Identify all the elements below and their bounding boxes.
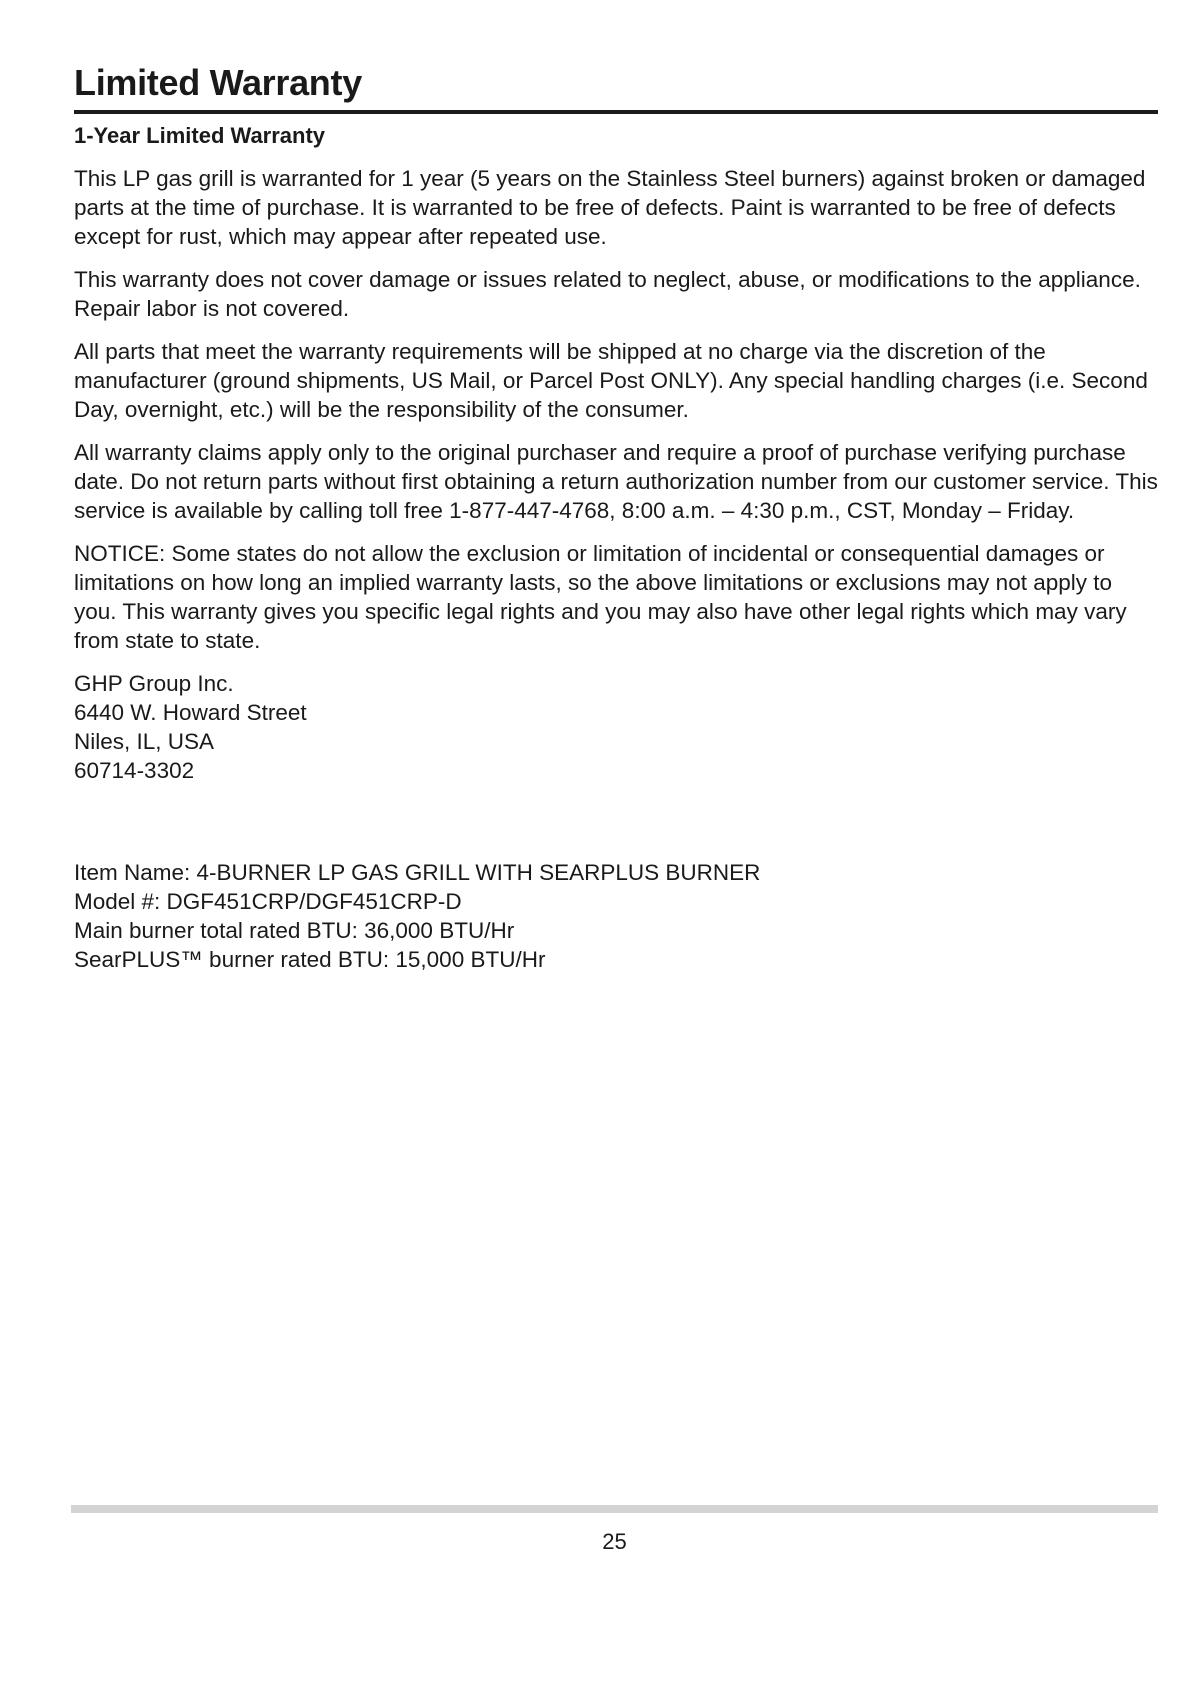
warranty-exclusions-paragraph: This warranty does not cover damage or issues related to neglect, abuse, or modifications to the appliance. Repair labor is not covered. xyxy=(74,267,1141,321)
address-street: 6440 W. Howard Street xyxy=(74,700,307,725)
legal-notice-paragraph: NOTICE: Some states do not allow the exclusion or limitation of incidental or consequential damages or limitations on how long an implied warranty lasts, so the above limitations or exclusions may not apply to you. This warranty gives you specific legal rights and you may also have other legal rights which may vary from state to state. xyxy=(74,541,1127,653)
company-name: GHP Group Inc. xyxy=(74,671,234,696)
item-name: Item Name: 4-BURNER LP GAS GRILL WITH SEARPLUS BURNER xyxy=(74,860,761,885)
company-address xyxy=(74,669,1158,785)
model-number: Model #: DGF451CRP/DGF451CRP-D xyxy=(74,889,462,914)
warranty-coverage-paragraph: This LP gas grill is warranted for 1 year (5 years on the Stainless Steel burners) against broken or damaged parts at the time of purchase. It is warranted to be free of defects. Paint is warranted to be free of defects except for rust, which may appear after repeated use. xyxy=(74,166,1146,249)
main-burner-btu: Main burner total rated BTU: 36,000 BTU/Hr xyxy=(74,918,515,943)
searplus-burner-btu: SearPLUS™ burner rated BTU: 15,000 BTU/Hr xyxy=(74,947,546,972)
parts-shipping-paragraph: All parts that meet the warranty requirements will be shipped at no charge via the discretion of the manufacturer (ground shipments, US Mail, or Parcel Post ONLY). Any special handling charges (i.e. Second Day, overnight, etc.) will be the responsibility of the consumer. xyxy=(74,339,1148,422)
title-divider xyxy=(74,110,1158,114)
page-title: Limited Warranty xyxy=(74,62,362,103)
footer-divider xyxy=(71,1505,1158,1513)
address-city: Niles, IL, USA xyxy=(74,729,215,754)
page-number: 25 xyxy=(602,1529,627,1554)
item-info-block xyxy=(74,858,1158,974)
warranty-claims-paragraph: All warranty claims apply only to the original purchaser and require a proof of purchase verifying purchase date. Do not return parts without first obtaining a return authorization number from our customer service. This service is available by calling toll free 1-877-447-4768, 8:00 a.m. – 4:30 p.m., CST, Monday – Friday. xyxy=(74,440,1158,523)
section-subtitle: 1-Year Limited Warranty xyxy=(74,123,326,148)
warranty-page xyxy=(74,62,1158,974)
address-zip: 60714-3302 xyxy=(74,758,195,783)
